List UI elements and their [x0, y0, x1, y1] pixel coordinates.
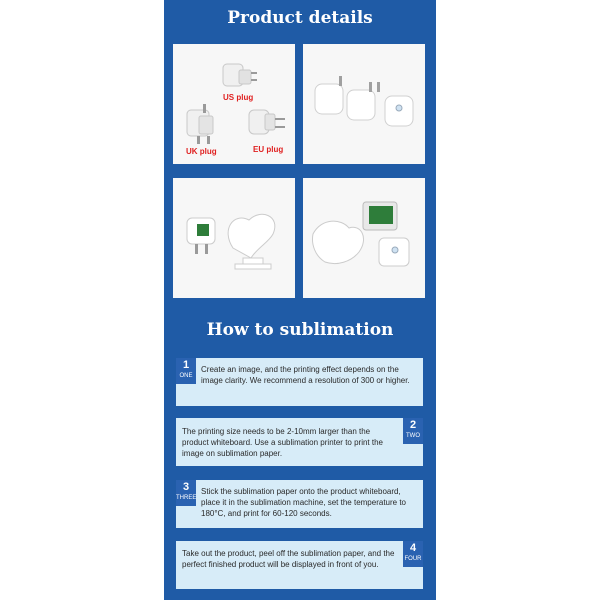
eu-plug-label: EU plug — [253, 145, 284, 154]
product-details-title: Product details — [227, 8, 373, 28]
content-panel — [164, 0, 436, 600]
step-four-word: FOUR — [404, 556, 422, 562]
step-three — [176, 480, 423, 528]
step-two-number: 2 — [409, 419, 417, 431]
opened-product-photo — [303, 178, 425, 298]
step-four-badge — [403, 541, 423, 567]
step-two-badge — [403, 418, 423, 444]
step-one-number: 1 — [182, 359, 190, 371]
step-two — [176, 418, 423, 466]
step-four-text: Take out the product, peel off the sublimation paper, and the perfect finished product will be displayed in front of you. — [182, 549, 395, 569]
step-two-word: TWO — [406, 433, 420, 439]
step-one-badge — [176, 358, 196, 384]
step-three-number: 3 — [182, 481, 190, 493]
step-four — [176, 541, 423, 589]
heart-board-photo — [173, 178, 295, 298]
step-two-text: The printing size needs to be 2-10mm larger than the product whiteboard. Use a sublimation printer to print the image on sublimation paper. — [182, 427, 383, 458]
opened-product-image — [303, 178, 425, 298]
three-plugs-image — [303, 44, 425, 164]
us-plug-label: US plug — [223, 93, 254, 102]
how-to-title: How to sublimation — [206, 320, 394, 340]
three-plugs-photo — [303, 44, 425, 164]
uk-plug-label: UK plug — [186, 147, 217, 156]
step-three-word: THREE — [176, 495, 197, 501]
step-one-word: ONE — [179, 373, 193, 379]
step-three-badge — [176, 480, 196, 506]
plug-types-photo — [173, 44, 295, 164]
heart-board-image — [173, 178, 295, 298]
step-one — [176, 358, 423, 406]
step-one-text: Create an image, and the printing effect depends on the image clarity. We recommend a resolution of 300 or higher. — [201, 365, 410, 385]
step-four-number: 4 — [409, 542, 417, 554]
step-three-text: Stick the sublimation paper onto the product whiteboard, place it in the sublimation machine, set the temperature to 180°C, and print for 60-120 seconds. — [201, 487, 406, 518]
